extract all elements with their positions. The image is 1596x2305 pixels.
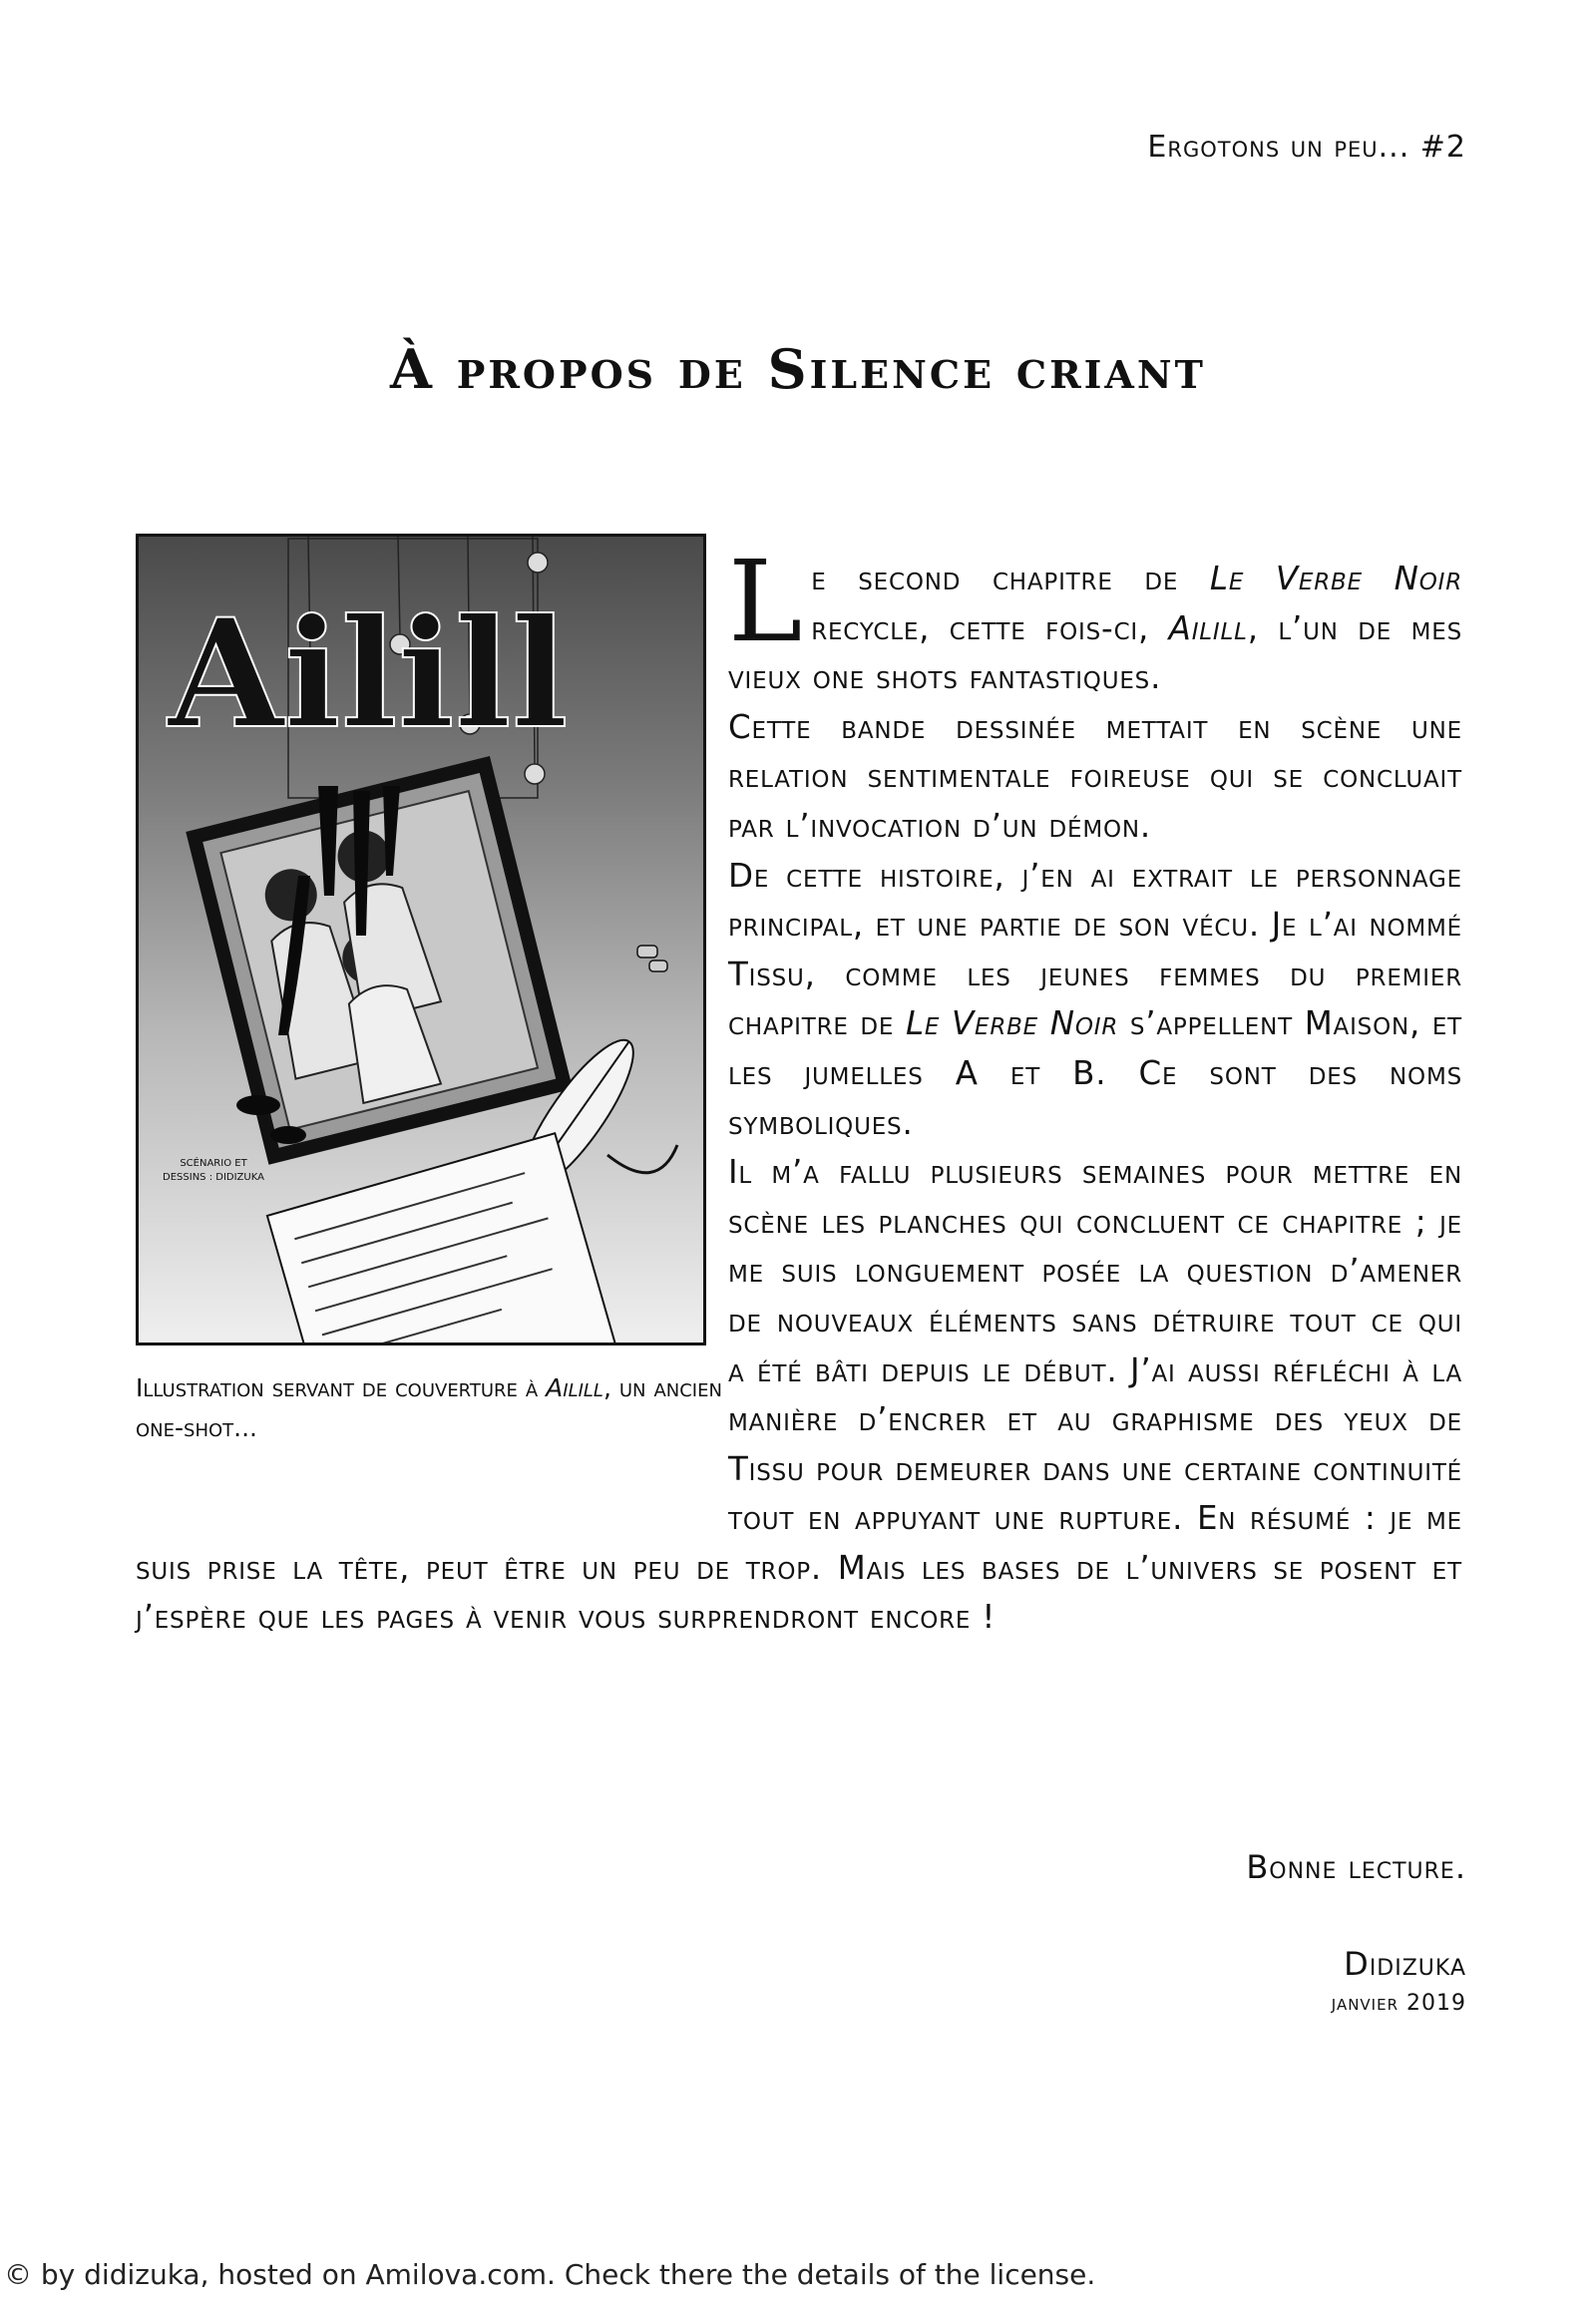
series-header: Ergotons un peu... #2: [1147, 130, 1466, 165]
paragraph-4: Il m’a fallu plusieurs semaines pour mettre en scène les planches qui concluent ce chapitre ; je me suis longuement posée la question d’amener de nouveaux éléments sans détruire tout ce qui a été bâti depuis le début. J’ai aussi réfléchi à la manière d’encrer et au graphisme des yeux de Tissu pour demeurer dans une certaine continuité tout en appuyant une rupture. En résumé : je me suis prise la tête, peut être un peu de trop. Mais les bases de l’univers se posent et j’espère que les pages à venir vous surprendront encore !: [136, 1153, 1462, 1637]
paragraph-3: De cette histoire, j’en ai extrait le personnage principal, et une partie de son vécu. Je l’ai nommé Tissu, comme les jeunes femmes du premier chapitre de Le Verbe Noir s’appellent Maison, et les jumelles A et B. Ce sont des noms symboliques.: [728, 856, 1463, 1142]
layout-spacer: [136, 555, 728, 1502]
date-line: janvier 2019: [1331, 1991, 1466, 2016]
caption-text: Illustration servant de couverture à: [136, 1373, 547, 1402]
page-title: À propos de Silence criant: [390, 337, 1206, 401]
caption-text-end: , un ancien one-shot...: [136, 1373, 722, 1442]
drop-cap: L: [728, 538, 804, 667]
paragraph-1: Le second chapitre de Le Verbe Noir recycle, cette fois-ci, Ailill, l’un de mes vieux one shots fantastiques.: [728, 538, 1462, 697]
paragraph-2: Cette bande dessinée mettait en scène une relation sentimentale foireuse qui se concluait par l’invocation d’un démon.: [728, 707, 1462, 845]
caption-italic: Ailill: [546, 1373, 603, 1402]
license-footer: © by didizuka, hosted on Amilova.com. Check there the details of the license.: [4, 2258, 1096, 2291]
cover-title-text: Ailill: [168, 586, 569, 762]
cover-credit: SCÉNARIO ET DESSINS : DIDIZUKA: [163, 1158, 264, 1183]
author-signature: Didizuka: [1344, 1945, 1466, 1983]
article-body: [136, 538, 1463, 1643]
closing-line: Bonne lecture.: [1246, 1848, 1466, 1886]
